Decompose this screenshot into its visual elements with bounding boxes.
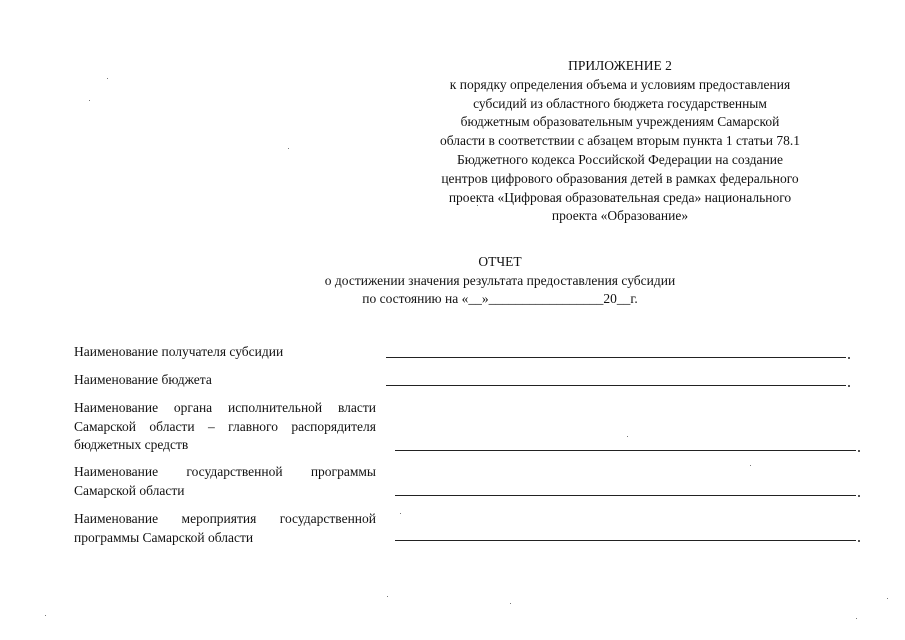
- field-fill-line-authority[interactable]: [395, 450, 856, 451]
- field-label-program-event: Наименование мероприятия государственной программы Самарской области: [74, 511, 376, 545]
- appendix-line: Бюджетного кодекса Российской Федерации на создание: [457, 151, 783, 167]
- appendix-line: субсидий из областного бюджета государственным: [473, 95, 767, 111]
- scan-speck: [887, 598, 888, 599]
- report-title: ОТЧЕТ: [478, 254, 522, 269]
- report-heading: [250, 253, 750, 309]
- appendix-line: центров цифрового образования детей в рамках федерального: [441, 170, 799, 186]
- field-end-dot: [858, 540, 860, 542]
- scan-speck: [107, 78, 108, 79]
- appendix-line: проекта «Образование»: [551, 208, 689, 224]
- scan-speck: [45, 615, 46, 616]
- appendix-line: проекта «Цифровая образовательная среда» национального: [448, 189, 792, 205]
- field-fill-line-recipient[interactable]: [386, 357, 846, 358]
- scan-speck: [856, 618, 857, 619]
- field-label-budget: Наименование бюджета: [74, 372, 212, 387]
- field-end-dot: [848, 385, 850, 387]
- field-label-program: Наименование государственной программы Самарской области: [74, 464, 376, 498]
- report-date-line: по состоянию на «__»_________________20__г.: [362, 291, 638, 306]
- field-fill-line-program[interactable]: [395, 495, 856, 496]
- appendix-line: бюджетным образовательным учреждениям Самарской: [460, 114, 780, 130]
- scan-speck: [477, 205, 478, 206]
- appendix-line: к порядку определения объема и условиям предоставления: [449, 76, 791, 92]
- appendix-block: [390, 57, 850, 226]
- scan-speck: [288, 148, 289, 149]
- scan-speck: [627, 436, 628, 437]
- scan-speck: [387, 596, 388, 597]
- field-end-dot: [858, 495, 860, 497]
- field-label-authority: Наименование органа исполнительной власти Самарской области – главного распорядителя бюджетных средств: [74, 400, 376, 452]
- field-fill-line-budget[interactable]: [386, 385, 846, 386]
- scan-speck: [510, 603, 511, 604]
- field-label-recipient: Наименование получателя субсидии: [74, 344, 284, 359]
- scan-speck: [89, 100, 90, 101]
- appendix-title: ПРИЛОЖЕНИЕ 2: [568, 58, 672, 73]
- field-fill-line-program-event[interactable]: [395, 540, 856, 541]
- field-end-dot: [848, 357, 850, 359]
- scan-speck: [750, 465, 751, 466]
- scan-speck: [400, 513, 401, 514]
- appendix-line: области в соответствии с абзацем вторым пункта 1 статьи 78.1: [440, 133, 800, 149]
- field-end-dot: [858, 450, 860, 452]
- report-subtitle: о достижении значения результата предоставления субсидии: [324, 272, 676, 288]
